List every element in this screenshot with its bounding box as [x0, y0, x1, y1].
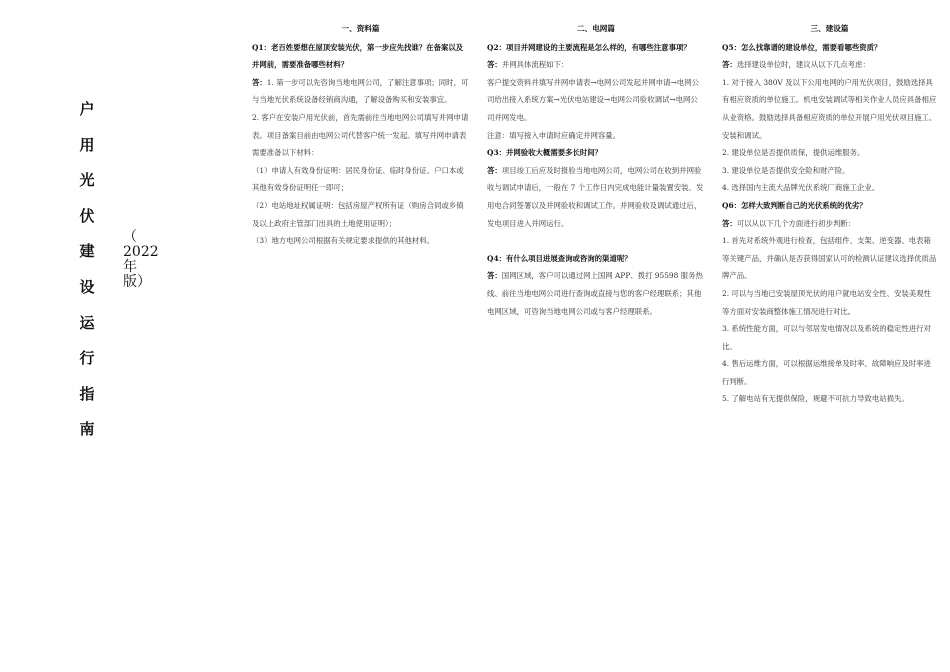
section-materials [252, 20, 469, 250]
answer-label: 答： [722, 60, 737, 70]
answer-q5-item: 1. 对于接入 380V 及以下公用电网的户用光伏项目，鼓励选择具有相应资质的单位施工。机电安装调试等相关作业人员应具备相应从业资格。鼓励选择具备相应资质的单位开展户用光伏项目施工、安装和调试。 [722, 77, 937, 140]
answer-q5-item: 4. 选择国内主流大品牌光伏系统厂商施工企业。 [722, 183, 880, 193]
section-construction [722, 20, 937, 408]
answer-q6-item: 1. 首先对系统外观进行检查，包括组件、支架、逆变器、电表箱等关键产品，并确认是否获得国家认可的检测认证建议选择优质品牌产品。 [722, 236, 937, 281]
answer-q5-intro [722, 56, 937, 74]
title-char: 设 [79, 277, 95, 296]
material-item: （1）申请人有效身份证明：居民身份证、临时身份证、户口本或其他有效身份证明任一即可； [252, 165, 464, 193]
answer-text: 并网具体流程如下： [501, 60, 569, 70]
guide-title [72, 92, 102, 448]
material-item: （2）电站地址权属证明：包括房屋产权所有证（购房合同或乡镇及以上政府主管部门出具的土地使用证明）； [252, 200, 464, 228]
question-q4: Q4：有什么项目进展查询或咨询的渠道呢？ [487, 253, 632, 263]
answer-q2-flow: 客户提交资料并填写并网申请表→电网公司发起并网申请→电网公司给出接入系统方案→光伏电站建设→电网公司验收调试→电网公司并网发电。 [487, 77, 699, 122]
title-char: 光 [79, 171, 95, 190]
answer-label: 答： [722, 218, 737, 228]
title-char: 户 [79, 100, 95, 118]
answer-label: 答： [487, 271, 502, 281]
answer-q6-item: 4. 售后运维方面，可以根据运维接单及时率、故障响应及时率进行判断。 [722, 359, 931, 386]
question-q3: Q3：并网验收大概需要多长时间？ [487, 148, 603, 158]
material-item: （3）地方电网公司根据有关规定要求提供的其他材料。 [252, 236, 435, 246]
answer-q1-part1 [252, 74, 469, 109]
answer-q6-intro [722, 215, 937, 233]
question-q5: Q5：怎么找靠谱的建设单位，需要看哪些资质？ [722, 42, 882, 52]
answer-q2-note: 注意：填写接入申请时应确定并网容量。 [487, 130, 621, 140]
answer-label: 答： [487, 60, 502, 70]
answer-q1-part2: 2. 客户在安装户用光伏前，首先需前往当地电网公司填写并网申请表。项目备案目前由电网公司代替客户统一发起。填写并网申请表需要准备以下材料： [252, 112, 469, 158]
edition-part: 2022 [123, 244, 159, 260]
answer-q6-item: 2. 可以与当地已安装屋顶光伏的用户就电站安全性、安装美观性等方面对安装商整体施工情况进行对比。 [722, 288, 931, 316]
question-q6: Q6：怎样大致判断自己的光伏系统的优劣？ [722, 200, 867, 210]
answer-text: 可以从以下几个方面进行初步判断： [736, 218, 856, 228]
edition-part: 年 [123, 259, 137, 275]
answer-q4 [487, 267, 705, 320]
edition-part: 版） [123, 274, 151, 290]
answer-q5-item: 3. 建设单位是否提供安全险和财产险。 [722, 165, 850, 175]
section-heading: 二、电网篇 [577, 24, 615, 33]
answer-label: 答： [487, 165, 502, 175]
answer-q5-item: 2. 建设单位是否提供质保，提供运维服务。 [722, 148, 865, 158]
question-q1: Q1：老百姓要想在屋顶安装光伏，第一步应先找谁？在备案以及并网前，需要准备哪些材料？ [252, 42, 464, 70]
answer-q3 [487, 162, 705, 232]
title-char: 建 [79, 242, 95, 261]
question-q2: Q2：项目并网建设的主要流程是怎么样的，有哪些注意事项？ [487, 42, 691, 52]
answer-text: 1. 第一步可以先咨询当地电网公司，了解注意事项；同时，可与当地光伏系统设备经销商沟通，了解设备购买和安装事宜。 [252, 77, 469, 105]
title-char: 用 [79, 135, 95, 154]
spacer [487, 232, 705, 250]
answer-text: 选择建设单位时，建议从以下几点考虑： [736, 60, 870, 70]
section-heading: 一、资料篇 [341, 24, 380, 33]
title-char: 运 [79, 313, 95, 332]
answer-text: 项目竣工后应及时报验当地电网公司，电网公司在收到并网验收与调试申请后，一般在 7 个工作日内完成电能计量装置安装、发用电合同签署以及并网验收和调试工作。并网验收及调试通过后，发电项目进入并网运行。 [487, 165, 704, 228]
edition-part: （ [123, 229, 137, 245]
edition-label [123, 230, 163, 290]
answer-text: 国网区域，客户可以通过网上国网 APP、拨打 95598 服务热线、前往当地电网公司进行查询或直接与您的客户经理联系；其他电网区域，可咨询当地电网公司或与客户经理联系。 [487, 271, 703, 316]
section-heading: 三、建设篇 [810, 24, 849, 33]
answer-q2-intro [487, 56, 705, 74]
answer-q6-item: 3. 系统性能方面，可以与邻居发电情况以及系统的稳定性进行对比。 [722, 324, 931, 351]
section-grid [487, 20, 705, 320]
title-char: 指 [79, 384, 95, 403]
title-char: 行 [79, 349, 95, 368]
answer-q6-item: 5. 了解电站有无提供保险，规避不可抗力导致电站损失。 [722, 394, 909, 404]
title-char: 南 [79, 420, 95, 439]
answer-label: 答： [252, 77, 267, 87]
title-char: 伏 [79, 206, 95, 225]
